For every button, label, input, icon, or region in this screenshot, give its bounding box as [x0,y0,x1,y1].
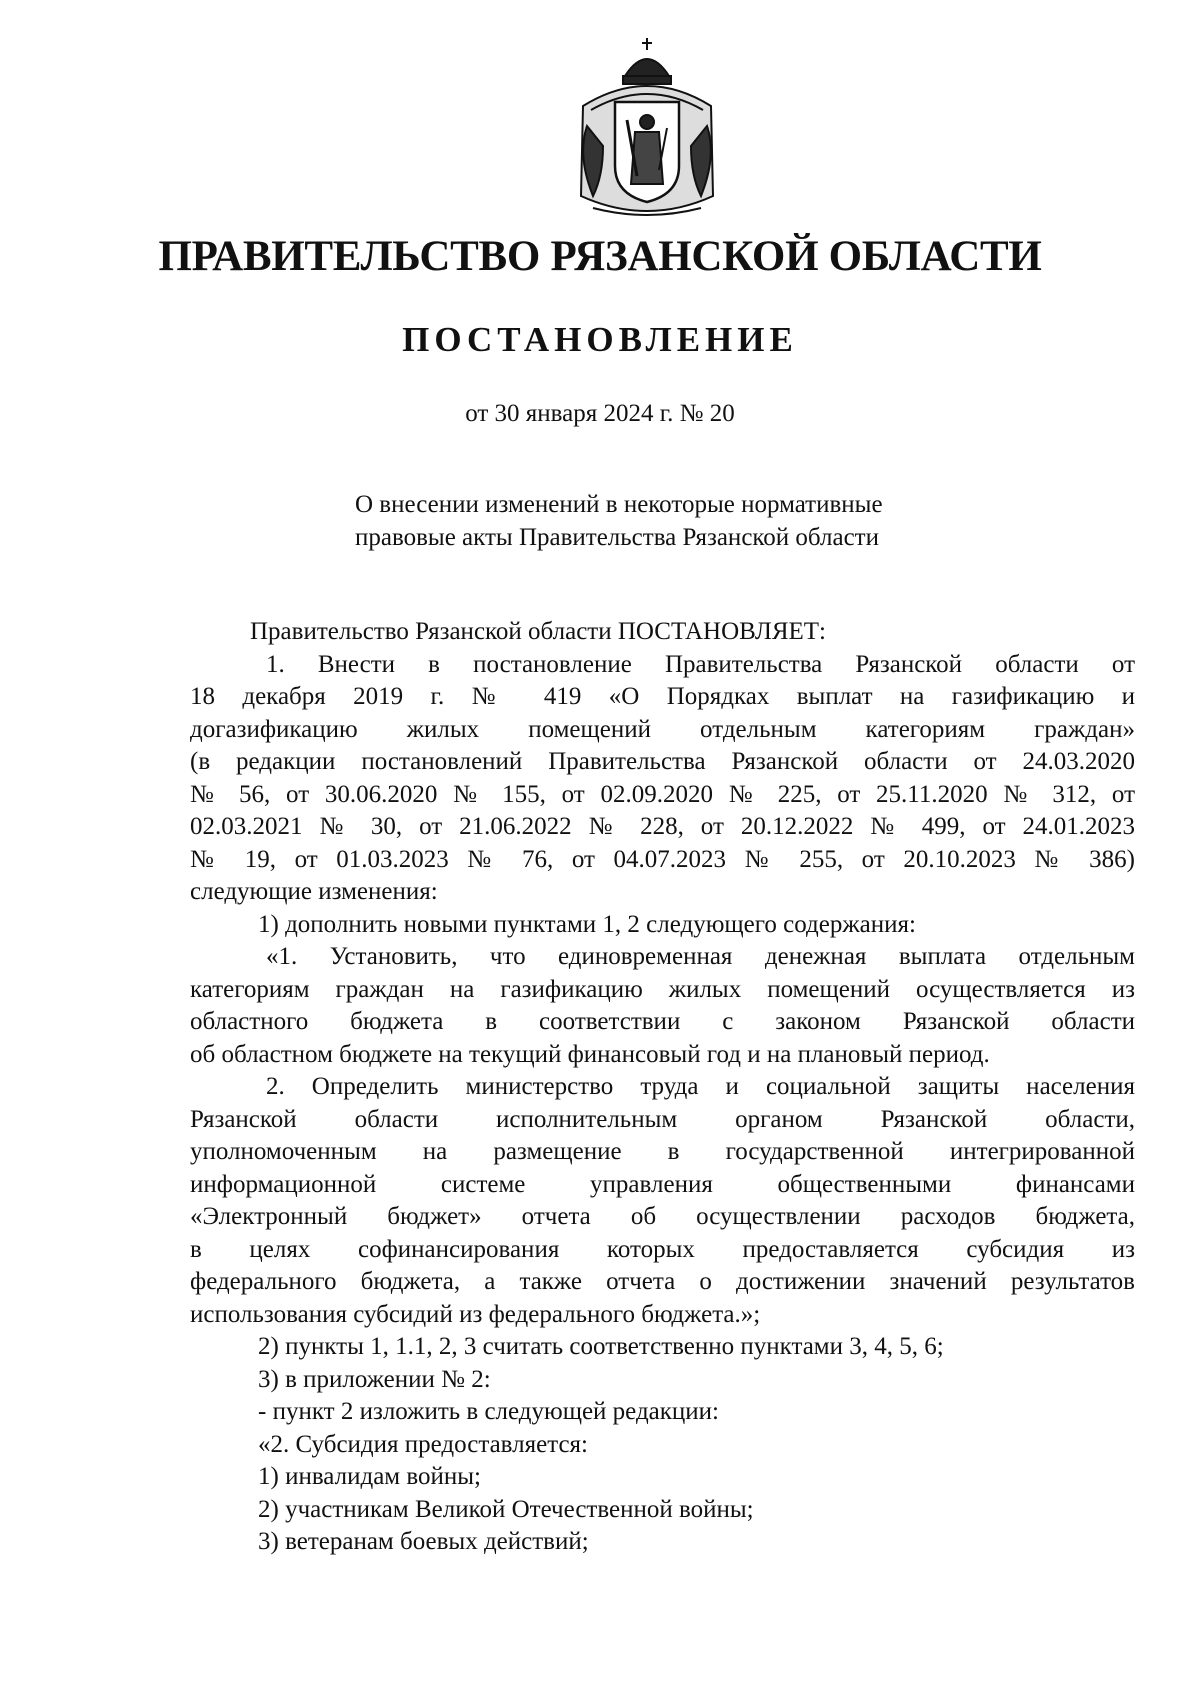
body-line: 18 декабря 2019 г. № 419 «О Порядках выплат на газификацию и [190,683,1135,710]
body-line: в целях софинансирования которых предоставляется субсидия из [190,1235,1135,1263]
body-line: 1) инвалидам войны; [258,1463,481,1490]
document-body [190,616,1135,1559]
body-line: федерального бюджета, а также отчета о достижении значений результатов [190,1268,1135,1295]
body-line: 02.03.2021 № 30, от 21.06.2022 № 228, от 20.12.2022 № 499, от 24.01.2023 [190,813,1135,840]
body-line: следующие изменения: [190,878,438,905]
body-line: догазификацию жилых помещений отдельным категориям граждан» [190,715,1135,743]
body-line: 1) дополнить новыми пунктами 1, 2 следующего содержания: [258,910,916,938]
document-type: ПОСТАНОВЛЕНИЕ [402,320,798,359]
body-line: Правительство Рязанской области ПОСТАНОВЛЯЕТ: [250,618,826,645]
body-line: 2. Определить министерство труда и социальной защиты населения [266,1073,1135,1100]
body-line: использования субсидий из федерального бюджета.»; [190,1300,761,1328]
body-line: категориям граждан на газификацию жилых помещений осуществляется из [190,975,1135,1003]
body-line: № 56, от 30.06.2020 № 155, от 02.09.2020 № 225, от 25.11.2020 № 312, от [190,780,1135,808]
body-line: «1. Установить, что единовременная денежная выплата отдельным [266,943,1135,970]
subject-line: правовые акты Правительства Рязанской области [355,524,879,551]
body-line: № 19, от 01.03.2023 № 76, от 04.07.2023 № 255, от 20.10.2023 № 386) [190,845,1135,873]
body-line: 2) пункты 1, 1.1, 2, 3 считать соответственно пунктами 3, 4, 5, 6; [258,1333,944,1360]
body-line: Рязанской области исполнительным органом Рязанской области, [190,1105,1135,1133]
body-line: «Электронный бюджет» отчета об осуществлении расходов бюджета, [190,1203,1135,1230]
body-line: «2. Субсидия предоставляется: [258,1430,588,1458]
body-line: (в редакции постановлений Правительства Рязанской области от 24.03.2020 [190,748,1135,775]
body-line: - пункт 2 изложить в следующей редакции: [258,1398,719,1425]
body-line: об областном бюджете на текущий финансовый год и на плановый период. [190,1040,990,1068]
body-line: информационной системе управления общественными финансами [190,1170,1135,1198]
body-line: областного бюджета в соответствии с законом Рязанской области [190,1008,1135,1035]
body-line: 3) ветеранам боевых действий; [258,1528,589,1555]
subject-line: О внесении изменений в некоторые нормативные [355,491,883,518]
government-title: ПРАВИТЕЛЬСТВО РЯЗАНСКОЙ ОБЛАСТИ [158,233,1042,280]
body-line: 2) участникам Великой Отечественной войны; [258,1495,754,1523]
body-line: 3) в приложении № 2: [258,1365,491,1393]
body-line: 1. Внести в постановление Правительства Рязанской области от [266,650,1135,678]
document-date-number: от 30 января 2024 г. № 20 [465,400,735,427]
coat-of-arms-emblem [563,36,731,226]
body-line: уполномоченным на размещение в государственной интегрированной [190,1138,1135,1165]
document-subject [355,488,995,554]
